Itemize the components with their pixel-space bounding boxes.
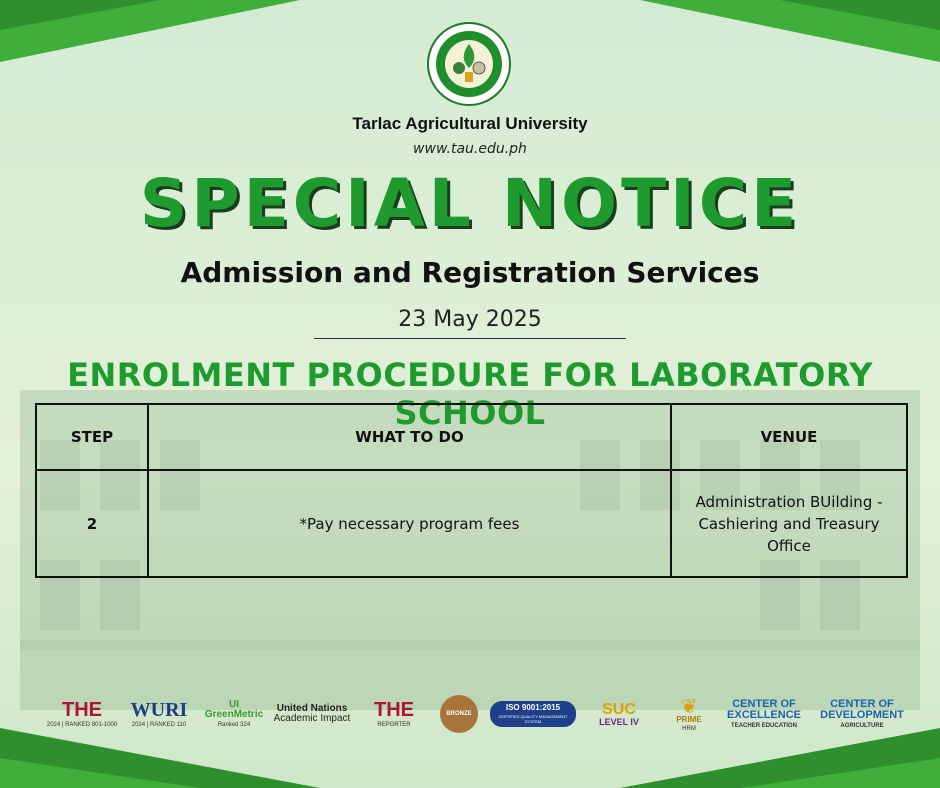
header-what-to-do: WHAT TO DO [148, 404, 671, 470]
cod-badge: CENTER OF DEVELOPMENT AGRICULTURE [820, 698, 904, 729]
table-header-row [36, 404, 907, 470]
cell-step: 2 [36, 470, 148, 577]
university-name: Tarlac Agricultural University [352, 114, 588, 133]
university-seal-logo [427, 22, 511, 106]
office-name: Admission and Registration Services [180, 256, 760, 289]
procedure-title: ENROLMENT PROCEDURE FOR LABORATORY SCHOOL [67, 356, 873, 432]
notice-date: 23 May 2025 [398, 307, 542, 332]
the-impact-badge: THE 2024 | RANKED 801-1000 [46, 699, 118, 728]
greenmetric-badge: UI GreenMetric Ranked 324 [204, 699, 264, 728]
suc-level-badge: SUC LEVEL IV [599, 700, 639, 727]
bronze-badge: BRONZE [436, 686, 482, 742]
table-row [36, 470, 907, 577]
date-underline [314, 338, 626, 339]
iso-badge: ISO 9001:2015 CERTIFIED QUALITY MANAGEMENT SYSTEM [490, 686, 576, 742]
header-venue: VENUE [671, 404, 907, 470]
cell-venue: Administration BUilding - Cashiering and Treasury Office [671, 470, 907, 577]
wuri-badge: WURI 2024 | RANKED 110 [130, 699, 188, 728]
notice-title: SPECIAL NOTICE [139, 165, 801, 242]
cell-what-to-do: *Pay necessary program fees [148, 470, 671, 577]
coe-badge: CENTER OF EXCELLENCE TEACHER EDUCATION [727, 698, 801, 729]
prime-hrm-badge: ❦ PRIME HRM [676, 694, 702, 732]
the-reporter-badge: THE REPORTER [374, 699, 414, 728]
header-step: STEP [36, 404, 148, 470]
accreditation-badges [0, 686, 940, 746]
procedure-table [35, 403, 908, 578]
university-website[interactable]: www.tau.edu.ph [413, 141, 527, 157]
laurel-icon: ❦ [680, 694, 698, 718]
un-academic-impact-badge: United Nations Academic Impact [273, 703, 351, 724]
